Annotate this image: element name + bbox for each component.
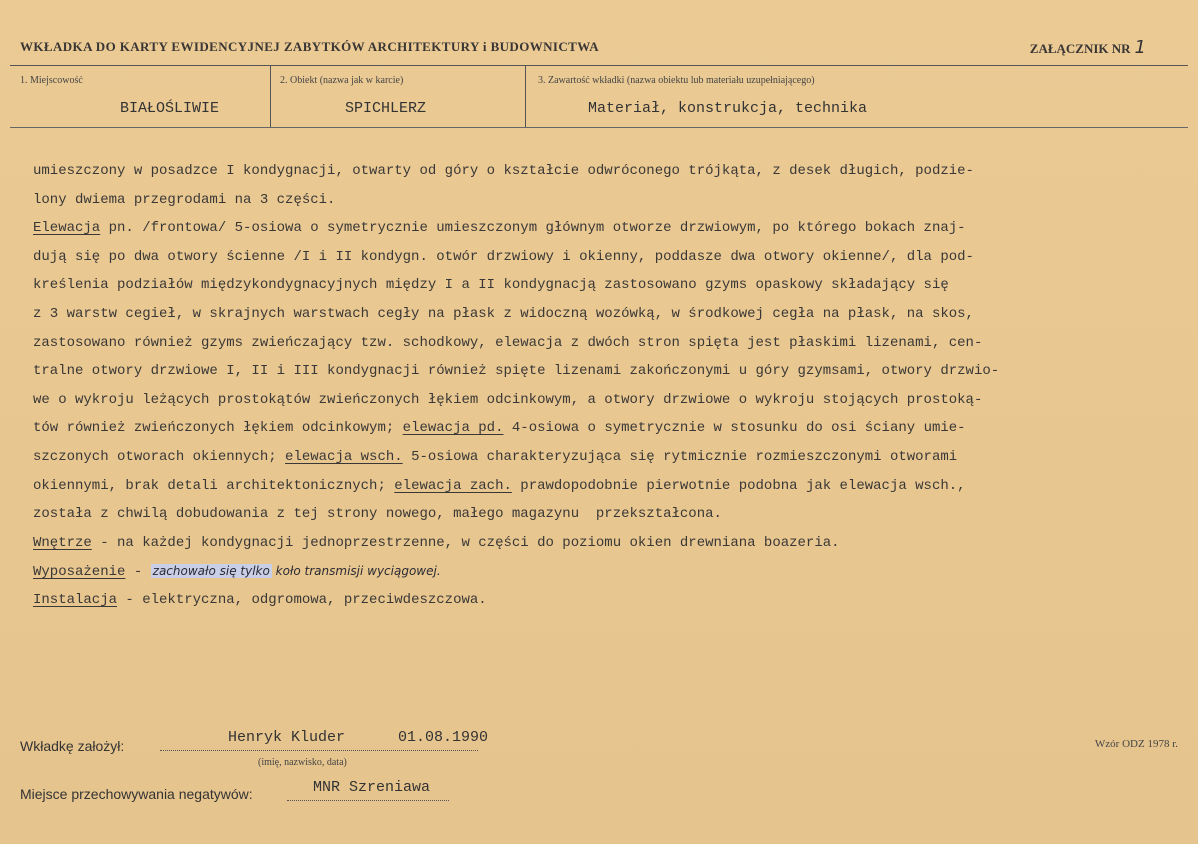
header-rule-bottom [10,127,1188,128]
text-line: dują się po dwa otwory ścienne /I i II kondygn. otwór drzwiowy i okienny, poddasze dwa otwory okienne/, dla pod- [33,248,974,265]
text-line [33,443,1183,472]
section-heading-east: elewacja wsch. [285,448,403,465]
handwritten-note-highlighted: zachowało się tylko [152,564,270,579]
text-line [33,472,1183,501]
text-span: szczonych otworach okiennych; [33,448,286,465]
text-line: lony dwiema przegrodami na 3 części. [33,191,336,208]
founder-date: 01.08.1990 [398,729,489,746]
text-line: umieszczony w posadzce I kondygnacji, otwarty od góry o kształcie odwróconego trójkąta, z desek długich, podzie- [33,163,974,179]
section-heading-south: elewacja pd. [402,420,504,437]
text-line [33,529,1183,558]
storage-value: MNR Szreniawa [313,779,431,796]
field-locality-label: 1. Miejscowość [20,75,83,86]
text-line: z 3 warstw cegieł, w skrajnych warstwach cegły na płask z widoczną wozówką, w środkowej cegła na płask, na skos, [33,305,974,322]
text-line: we o wykroju leżących prostokątów zwieńczonych łękiem odcinkowym, a otwory drzwiowe o wykroju stojących prostoką- [33,391,983,408]
card-title: WKŁADKA DO KARTY EWIDENCYJNEJ ZABYTKÓW ARCHITEKTURY i BUDOWNICTWA [20,39,599,54]
text-span: okiennymi, brak detali architektonicznych; [33,477,395,494]
header-rule-top [10,65,1188,66]
field-content-value: Materiał, konstrukcja, technika [588,100,868,117]
section-heading-west: elewacja zach. [394,477,512,494]
text-line [33,586,1183,615]
field-object-value: SPICHLERZ [345,100,427,117]
description-text [33,157,1183,615]
annex-label [1030,37,1146,58]
text-span: pn. /frontowa/ 5-osiowa o symetrycznie umieszczonym głównym otworze drzwiowym, po którego bokach znaj- [100,220,966,237]
founder-label: Wkładkę założył: [20,738,125,754]
section-heading-interior: Wnętrze [33,534,92,551]
text-line: kreślenia podziałów międzykondygnacyjnych między I a II kondygnacją zastosowano gzyms opaskowy składający się [33,277,949,294]
handwritten-note: koło transmisji wyciągowej. [271,564,441,579]
text-span: 5-osiowa charakteryzująca się rytmicznie rozmieszczonymi otworami [402,448,958,465]
text-span: - na każdej kondygnacji jednoprzestrzenne, w części do poziomu okien drewniana boazeria. [91,534,840,551]
form-pattern-label: Wzór ODZ 1978 r. [1094,738,1178,750]
text-span: tów również zwieńczonych łękiem odcinkowym; [33,420,403,437]
field-divider-1 [270,66,271,127]
founder-name: Henryk Kluder [228,729,346,746]
annex-number: 1 [1134,37,1146,58]
storage-dotted-line [287,800,449,801]
field-object-label: 2. Obiekt (nazwa jak w karcie) [280,75,404,86]
text-line [33,557,1183,586]
annex-label-text: ZAŁĄCZNIK NR [1029,41,1131,56]
section-heading-equipment: Wyposażenie [33,564,126,581]
field-locality-value: BIAŁOŚLIWIE [120,100,220,117]
text-span: - elektryczna, odgromowa, przeciwdeszczowa. [117,591,487,608]
section-heading-installation: Instalacja [33,591,118,608]
founder-dotted-line [160,750,478,751]
text-line: została z chwilą dobudowania z tej strony nowego, małego magazynu przekształcona. [33,506,722,523]
text-line: zastosowano również gzyms zwieńczający tzw. schodkowy, elewacja z dwóch stron spięta jest płaskimi lizenami, cen- [33,334,983,351]
text-span: 4-osiowa o symetrycznie w stosunku do osi ściany umie- [503,420,966,437]
field-divider-2 [525,66,526,127]
text-line [33,414,1183,443]
storage-label: Miejsce przechowywania negatywów: [20,786,253,802]
founder-caption: (imię, nazwisko, data) [258,757,347,768]
text-line [33,214,1183,243]
section-heading-elevation: Elewacja [33,220,101,237]
text-span: prawdopodobnie pierwotnie podobna jak elewacja wsch., [511,477,966,494]
field-content-label: 3. Zawartość wkładki (nazwa obiektu lub materiału uzupełniającego) [538,75,815,86]
text-span: - [125,564,151,581]
text-line: tralne otwory drzwiowe I, II i III kondygnacji również spięte lizenami zakończonymi u góry gzymsami, otwory drzwio- [33,363,1000,380]
